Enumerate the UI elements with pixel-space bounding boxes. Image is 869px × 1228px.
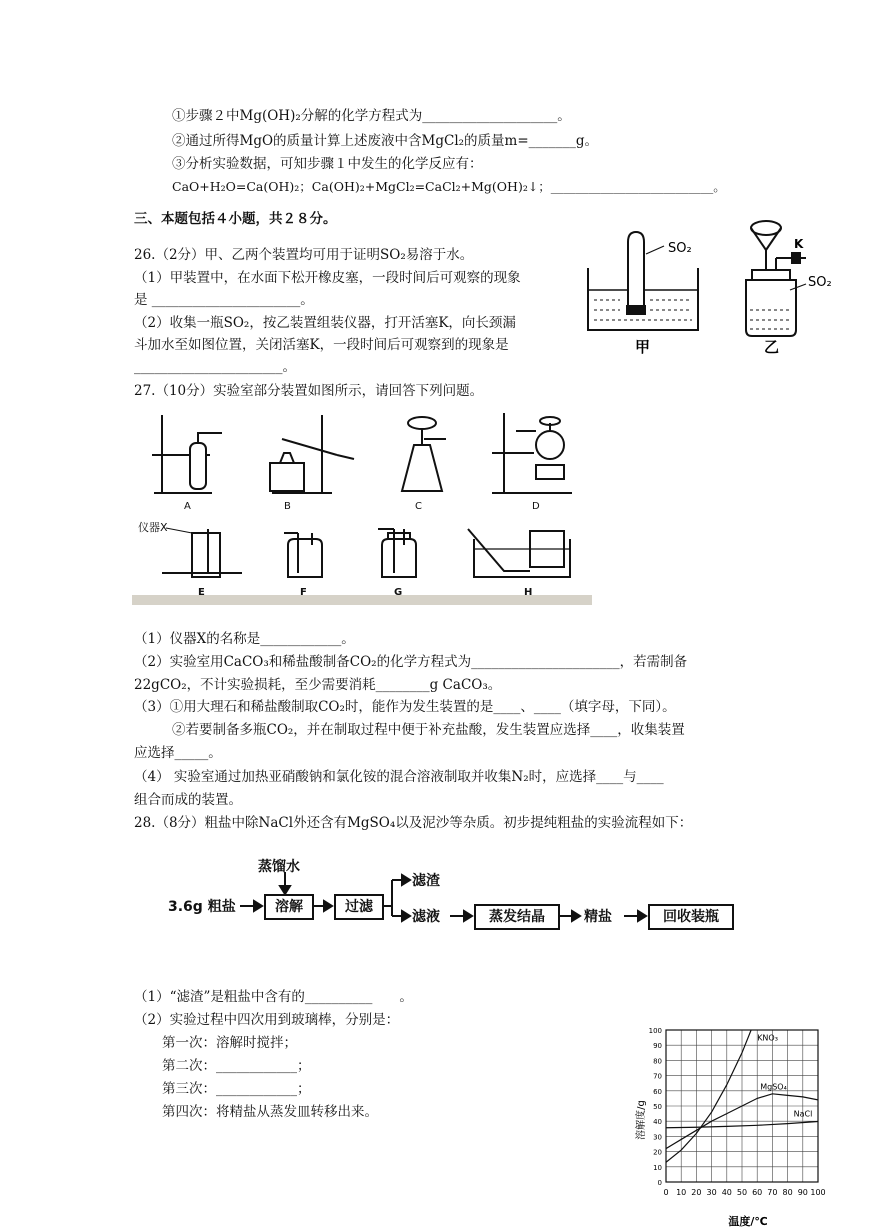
apparatus-a [152,415,222,493]
chart-x-axis-label: 温度/℃ [728,1215,768,1228]
y-tick-label: 20 [653,1148,662,1157]
q26-stem: 26.（2分）甲、乙两个装置均可用于证明SO₂易溶于水。 [134,247,474,263]
chart-y-axis-label: 溶解度/g [636,1100,647,1140]
residue-label: 滤渣 [412,873,440,889]
q27-part2-a: （2）实验室用CaCO₃和稀盐酸制备CO₂的化学方程式为______________________，若需制备 [134,654,688,670]
q28-step1: 第一次：溶解时搅拌； [162,1035,297,1051]
y-tick-label: 10 [653,1163,662,1172]
q27-part2-b: 22gCO₂，不计实验损耗，至少需要消耗________g CaCO₃。 [134,677,502,693]
y-tick-label: 80 [653,1057,662,1066]
q28-part1: （1）“滤渣”是粗盐中含有的__________ 。 [134,989,413,1005]
y-tick-label: 0 [657,1179,662,1187]
q27-part3-c: 应选择_____。 [134,745,222,761]
y-tick-label: 50 [653,1103,662,1111]
x-tick-label: 90 [797,1188,808,1197]
q28-part2: （2）实验过程中四次用到玻璃棒，分别是： [134,1012,400,1028]
apparatus-g [378,529,416,577]
y-tick-label: 30 [653,1133,662,1142]
apparatus-d [492,413,572,493]
q27-stem: 27.（10分）实验室部分装置如图所示，请回答下列问题。 [134,383,484,399]
series-label-1: MgSO₄ [760,1082,787,1092]
so2-label-yi: SO₂ [808,275,832,290]
x-tick-label: 50 [736,1188,748,1197]
valve-k-label: K [794,237,804,251]
step1-reaction-question: ③分析实验数据，可知步骤１中发生的化学反应有： [172,156,483,172]
y-tick-label: 70 [653,1072,662,1081]
q26-part2-c: ______________________。 [134,359,296,375]
dissolve-box: 溶解 [264,894,314,920]
so2-label-jia: SO₂ [668,241,692,256]
label-jia: 甲 [635,338,651,356]
reaction-equations-line: CaO+H₂O=Ca(OH)₂；Ca(OH)₂+MgCl₂=CaCl₂+Mg(OH)₂↓；__________________________。 [172,179,726,194]
y-tick-label: 100 [648,1027,662,1035]
filtrate-label: 滤液 [412,909,440,925]
q28-step3: 第三次：____________； [162,1081,311,1097]
q27-part4-a: （4） 实验室通过加热亚硝酸钠和氯化铵的混合溶液制取并收集N₂时，应选择____与____ [134,769,664,785]
x-tick-label: 40 [721,1188,732,1197]
evaporate-box: 蒸发结晶 [474,904,560,930]
x-tick-label: 100 [810,1188,826,1197]
q27-part4-b: 组合而成的装置。 [134,792,242,808]
q26-part2-b: 斗加水至如图位置，关闭活塞K，一段时间后可观察到的现象是 [134,337,509,353]
apparatus-f [284,533,322,577]
label-f: F [300,587,307,598]
series-label-0: KNO₃ [757,1033,778,1043]
label-g: G [394,587,403,598]
instrument-x-label: 仪器X [138,521,168,534]
x-tick-label: 30 [706,1188,717,1197]
label-e: E [198,587,205,598]
q27-part1: （1）仪器X的名称是____________。 [134,631,355,647]
x-tick-label: 80 [782,1188,793,1197]
apparatus-c [402,417,446,491]
x-tick-label: 0 [663,1188,669,1197]
x-tick-label: 20 [691,1188,702,1197]
crude-salt-label: 3.6g 粗盐 [168,899,236,915]
label-a: A [184,501,191,512]
q27-apparatus-figure [132,405,594,607]
solubility-chart [630,1020,830,1228]
x-tick-label: 60 [752,1188,763,1197]
q28-step2: 第二次：____________； [162,1058,311,1074]
q27-part3-b: ②若要制备多瓶CO₂，并在制取过程中便于补充盐酸，发生装置应选择____，收集装置 [172,722,685,738]
mgcl2-mass-question: ②通过所得MgO的质量计算上述废液中含MgCl₂的质量m=_______g。 [172,133,599,149]
apparatus-e [162,528,242,577]
q26-part2-a: （2）收集一瓶SO₂，按乙装置组装仪器，打开活塞K，向长颈漏 [134,315,516,331]
apparatus-b [270,415,354,493]
step2-equation-question: ①步骤２中Mg(OH)₂分解的化学方程式为____________________。 [172,108,571,124]
label-yi: 乙 [764,338,780,356]
y-tick-label: 60 [653,1087,662,1096]
q26-part1-a: （1）甲装置中，在水面下松开橡皮塞，一段时间后可观察的现象 [134,270,521,286]
q27-part3-a: （3）①用大理石和稀盐酸制取CO₂时，能作为发生装置的是____、____（填字母，下同）。 [134,699,676,715]
distilled-water-label: 蒸馏水 [258,859,300,875]
label-b: B [284,501,291,512]
section-three-heading: 三、本题包括４小题，共２８分。 [134,211,337,227]
q26-part1-b: 是 ______________________。 [134,292,314,308]
apparatus-h [468,529,570,577]
q28-step4: 第四次：将精盐从蒸发皿转移出来。 [162,1104,378,1120]
y-tick-label: 90 [653,1042,662,1051]
y-tick-label: 40 [653,1118,662,1127]
label-d: D [532,501,540,512]
x-tick-label: 10 [676,1188,687,1197]
series-label-2: NaCl [793,1109,813,1119]
q26-apparatus-figure [580,218,840,358]
pure-salt-label: 精盐 [584,909,612,925]
x-tick-label: 70 [767,1188,778,1197]
label-c: C [415,501,422,512]
label-h: H [524,587,533,598]
q28-stem: 28.（8分）粗盐中除NaCl外还含有MgSO₄以及泥沙等杂质。初步提纯粗盐的实验流程如下： [134,815,693,831]
recycle-box: 回收装瓶 [648,904,734,930]
filter-box: 过滤 [334,894,384,920]
